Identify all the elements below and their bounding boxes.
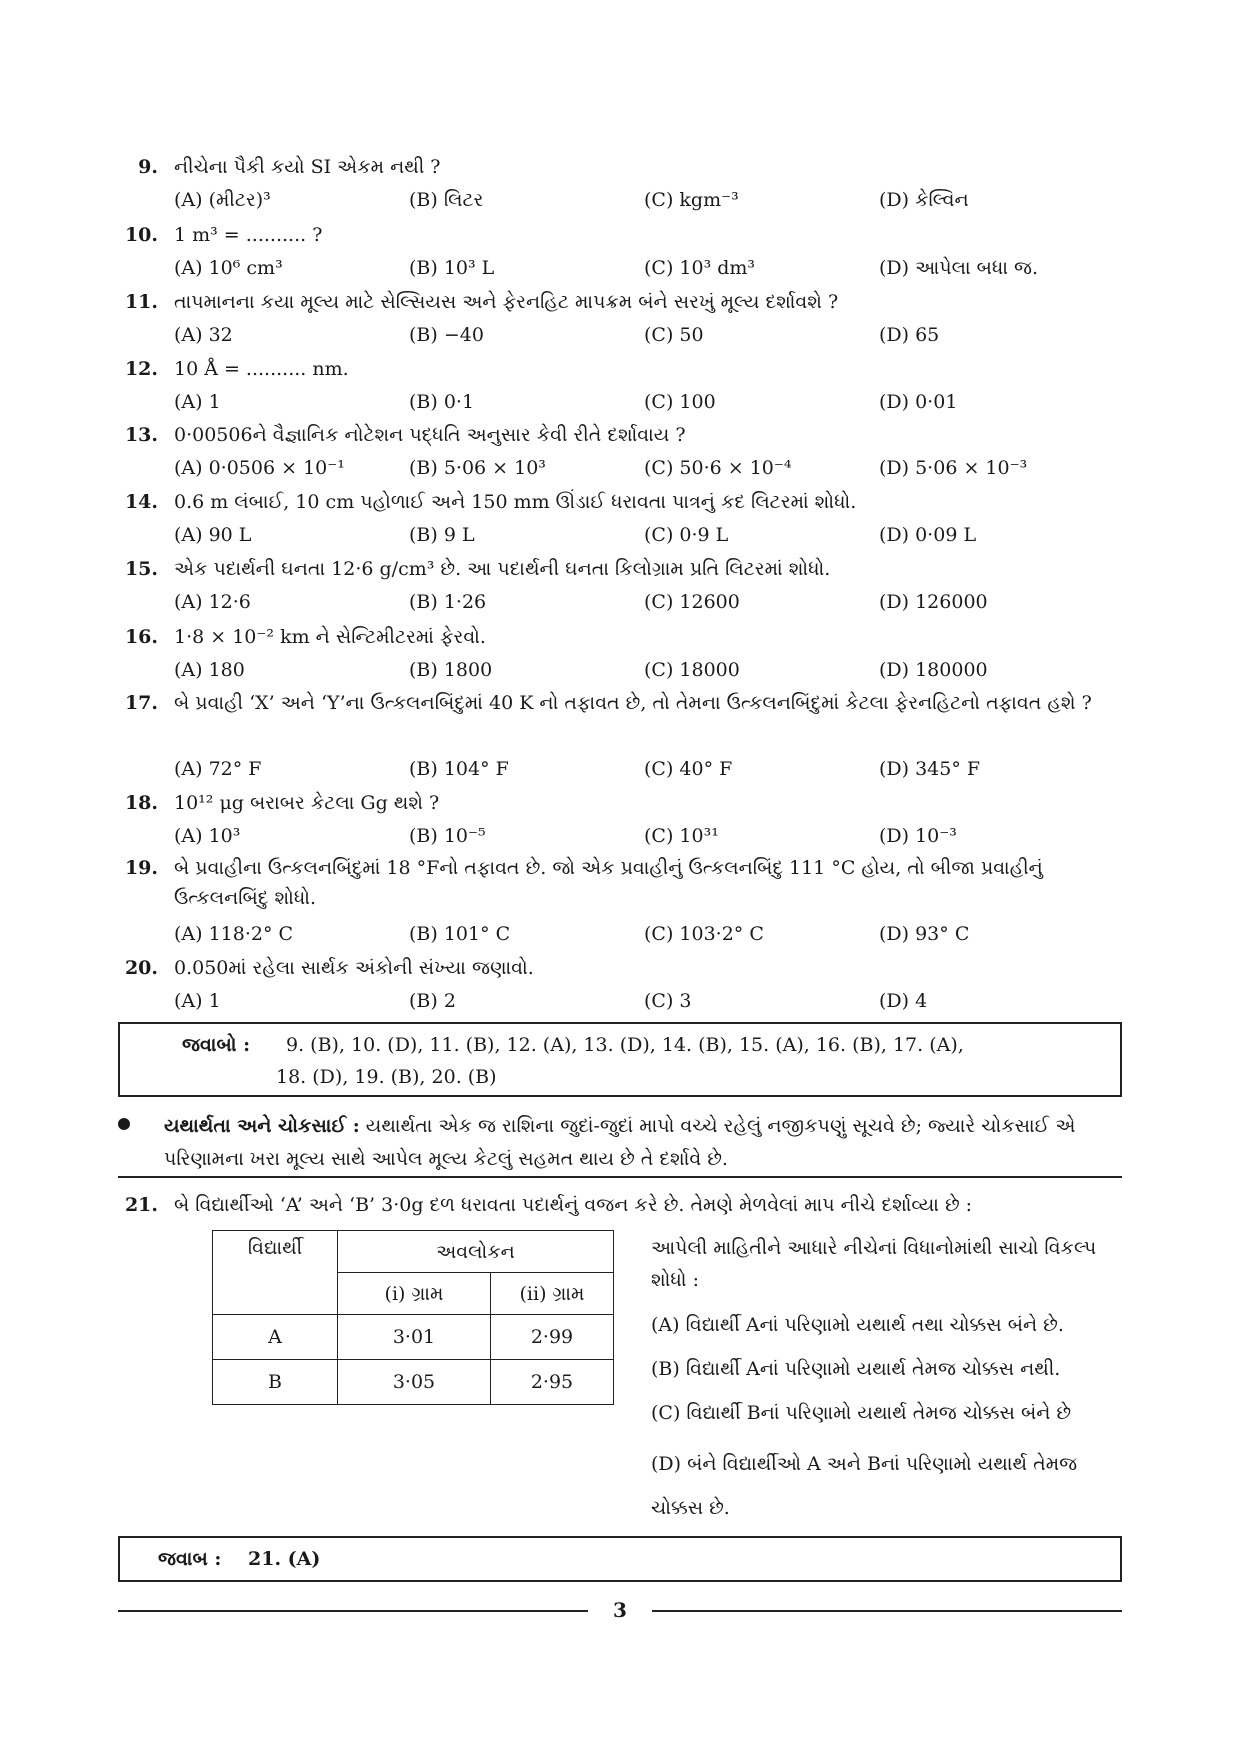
cell-student: A (213, 1315, 338, 1360)
option-c: (C) 50·6 × 10⁻⁴ (644, 457, 792, 479)
option-b: (B) −40 (409, 324, 484, 346)
question-21-prompt: આપેલી માહિતીને આધારે નીચેનાં વિધાનોમાંથી સાચો વિકલ્પ શોધો : (651, 1237, 1097, 1291)
option-d: (D) 345° F (879, 758, 981, 780)
option-c: (C) 10³¹ (644, 825, 719, 847)
bullet-icon (118, 1118, 130, 1130)
answer-box-21 (118, 1536, 1122, 1582)
option-b: (B) 5·06 × 10³ (409, 457, 546, 479)
page-number: 3 (613, 1598, 627, 1622)
cell-student: B (213, 1360, 338, 1405)
question-number: 17. (124, 692, 158, 714)
cell-i: 3·01 (338, 1315, 491, 1360)
option-a: (A) 1 (174, 990, 221, 1012)
option-b: (B) 101° C (409, 923, 511, 945)
question-text: 0.050માં રહેલા સાર્થક અંકોની સંખ્યા જણાવો. (174, 957, 534, 979)
answer-label: જવાબ : (158, 1548, 222, 1570)
option-d: (D) આપેલા બધા જ. (879, 257, 1039, 279)
question-text: 0.6 m લંબાઈ, 10 cm પહોળાઈ અને 150 mm ઊંડાઈ ધરાવતા પાત્રનું કદ લિટરમાં શોધો. (174, 491, 857, 513)
cell-ii: 2·95 (491, 1360, 614, 1405)
note-text: યથાર્થતા એક જ રાશિના જુદાં-જુદાં માપો વચ્ચે રહેલું નજીકપણું સૂચવે છે; જ્યારે ચોકસાઈ એ પરિણામના ખરા મૂલ્ય સાથે આપેલ મૂલ્ય કેટલું સહમત થાય છે તે દર્શાવે છે. (164, 1115, 1076, 1170)
option-c: (C) 50 (644, 324, 704, 346)
question-number: 21. (124, 1194, 158, 1216)
option-d: (D) 4 (879, 990, 928, 1012)
q21-option-d: (D) બંને વિદ્યાર્થીઓ A અને Bનાં પરિણામો યથાર્થ તેમજ ચોક્કસ છે. (651, 1453, 1078, 1519)
question-text: બે પ્રવાહીના ઉત્કલનબિંદુમાં 18 °Fનો તફાવત છે. જો એક પ્રવાહીનું ઉત્કલનબિંદુ 111 °C હોય, તો બીજા પ્રવાહીનું ઉત્કલનબિંદુ શોધો. (174, 857, 1043, 909)
question-number: 12. (124, 358, 158, 380)
question-text: 1·8 × 10⁻² km ને સેન્ટિમીટરમાં ફેરવો. (174, 626, 486, 648)
answer-box (118, 1022, 1122, 1097)
option-a: (A) 10⁶ cm³ (174, 257, 283, 279)
option-b: (B) 10⁻⁵ (409, 825, 486, 847)
question-text: એક પદાર્થની ઘનતા 12·6 g/cm³ છે. આ પદાર્થની ઘનતા કિલોગ્રામ પ્રતિ લિટરમાં શોધો. (174, 558, 831, 580)
option-d: (D) 65 (879, 324, 940, 346)
question-number: 20. (124, 957, 158, 979)
footer-rule-right (652, 1610, 1122, 1612)
header-ii: (ii) ગ્રામ (491, 1273, 614, 1315)
option-c: (C) 18000 (644, 659, 740, 681)
question-number: 16. (124, 626, 158, 648)
option-d: (D) 10⁻³ (879, 825, 957, 847)
option-a: (A) 90 L (174, 524, 252, 546)
question-number: 15. (124, 558, 158, 580)
option-d: (D) 5·06 × 10⁻³ (879, 457, 1028, 479)
q21-option-b: (B) વિદ્યાર્થી Aનાં પરિણામો યથાર્થ તેમજ ચોક્કસ નથી. (651, 1358, 1061, 1380)
option-d: (D) 0·01 (879, 391, 958, 413)
question-text: નીચેના પૈકી કયો SI એકમ નથી ? (174, 156, 441, 178)
option-c: (C) 12600 (644, 591, 740, 613)
option-d: (D) 93° C (879, 923, 970, 945)
question-text: 10¹² μg બરાબર કેટલા Gg થશે ? (174, 792, 440, 814)
option-b: (B) 9 L (409, 524, 475, 546)
question-text: બે પ્રવાહી ‘X’ અને ‘Y’ના ઉત્કલનબિંદુમાં 40 K નો તફાવત છે, તો તેમના ઉત્કલનબિંદુમાં કેટલા ફેરનહિટનો તફાવત હશે ? (174, 692, 1092, 714)
note-heading: યથાર્થતા અને ચોકસાઈ : (164, 1115, 360, 1137)
option-a: (A) 118·2° C (174, 923, 294, 945)
option-c: (C) 100 (644, 391, 716, 413)
option-d: (D) 180000 (879, 659, 988, 681)
question-text: 10 Å = .......... nm. (174, 358, 349, 380)
option-c: (C) 103·2° C (644, 923, 764, 945)
option-c: (C) kgm⁻³ (644, 189, 739, 211)
table-row (213, 1360, 614, 1405)
question-number: 19. (124, 857, 158, 879)
option-b: (B) 1·26 (409, 591, 487, 613)
option-c: (C) 0·9 L (644, 524, 729, 546)
option-d: (D) કેલ્વિન (879, 189, 969, 211)
option-d: (D) 0·09 L (879, 524, 977, 546)
observation-table (212, 1230, 614, 1405)
option-a: (A) 0·0506 × 10⁻¹ (174, 457, 345, 479)
cell-ii: 2·99 (491, 1315, 614, 1360)
q21-option-a: (A) વિદ્યાર્થી Aનાં પરિણામો યથાર્થ તથા ચોક્કસ બંને છે. (651, 1314, 1064, 1336)
question-text: બે વિદ્યાર્થીઓ ‘A’ અને ‘B’ 3·0g દળ ધરાવતા પદાર્થનું વજન કરે છે. તેમણે મેળવેલાં માપ નીચે દર્શાવ્યા છે : (174, 1194, 973, 1216)
header-i: (i) ગ્રામ (338, 1273, 491, 1315)
answer-line-1: 9. (B), 10. (D), 11. (B), 12. (A), 13. (D), 14. (B), 15. (A), 16. (B), 17. (A), (286, 1034, 964, 1056)
option-c: (C) 40° F (644, 758, 733, 780)
q21-option-c: (C) વિદ્યાર્થી Bનાં પરિણામો યથાર્થ તેમજ ચોક્કસ બંને છે (651, 1402, 1072, 1424)
answer-value: 21. (A) (248, 1548, 321, 1570)
option-d: (D) 126000 (879, 591, 988, 613)
question-number: 18. (124, 792, 158, 814)
option-a: (A) (મીટર)³ (174, 189, 271, 211)
question-number: 9. (138, 156, 158, 178)
question-text: તાપમાનના કયા મૂલ્ય માટે સેલ્સિયસ અને ફેરનહિટ માપક્રમ બંને સરખું મૂલ્ય દર્શાવશે ? (174, 291, 839, 313)
question-number: 14. (124, 491, 158, 513)
option-b: (B) 10³ L (409, 257, 495, 279)
option-c: (C) 10³ dm³ (644, 257, 756, 279)
option-a: (A) 32 (174, 324, 233, 346)
question-number: 10. (124, 224, 158, 246)
question-number: 11. (124, 291, 158, 313)
option-a: (A) 12·6 (174, 591, 251, 613)
question-number: 13. (124, 424, 158, 446)
option-b: (B) લિટર (409, 189, 484, 211)
answer-line-2: 18. (D), 19. (B), 20. (B) (276, 1066, 497, 1088)
question-text: 1 m³ = .......... ? (174, 224, 323, 246)
option-a: (A) 72° F (174, 758, 262, 780)
cell-i: 3·05 (338, 1360, 491, 1405)
option-b: (B) 0·1 (409, 391, 475, 413)
option-b: (B) 2 (409, 990, 456, 1012)
option-c: (C) 3 (644, 990, 692, 1012)
footer-rule-left (118, 1610, 588, 1612)
option-b: (B) 104° F (409, 758, 509, 780)
option-a: (A) 1 (174, 391, 221, 413)
header-observation: અવલોકન (338, 1231, 614, 1273)
table-row (213, 1315, 614, 1360)
question-text: 0·00506ને વૈજ્ઞાનિક નોટેશન પદ્ધતિ અનુસાર કેવી રીતે દર્શાવાય ? (174, 424, 686, 446)
divider (118, 1176, 1122, 1178)
answer-label: જવાબો : (182, 1034, 251, 1056)
header-student: વિદ્યાર્થી (213, 1231, 338, 1315)
option-a: (A) 180 (174, 659, 245, 681)
option-b: (B) 1800 (409, 659, 493, 681)
option-a: (A) 10³ (174, 825, 241, 847)
